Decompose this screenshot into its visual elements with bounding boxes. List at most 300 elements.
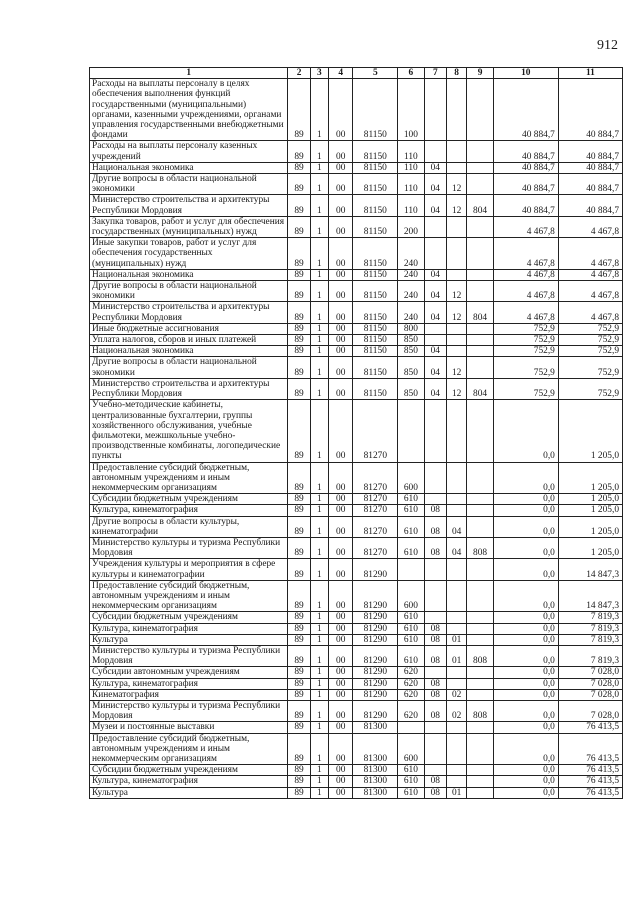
- column-header: 11: [558, 68, 622, 79]
- row-ministry-code: [467, 634, 493, 645]
- row-subsection: 12: [446, 174, 466, 195]
- row-expense-type: 850: [398, 378, 424, 399]
- row-expense-type: 610: [398, 787, 424, 798]
- row-name: Другие вопросы в области национальной экономики: [90, 357, 288, 378]
- row-expense-type: 600: [398, 733, 424, 765]
- table-row: [90, 378, 623, 399]
- row-name: Иные бюджетные ассигнования: [90, 323, 288, 334]
- row-code-2: 89: [288, 505, 310, 516]
- row-target-code: 81290: [353, 612, 398, 623]
- row-code-3: 1: [310, 722, 328, 733]
- row-value-11: 752,9: [558, 357, 622, 378]
- row-code-4: 00: [329, 733, 353, 765]
- row-name: Культура, кинематография: [90, 776, 288, 787]
- row-ministry-code: 804: [467, 195, 493, 216]
- row-code-3: 1: [310, 174, 328, 195]
- row-code-2: 89: [288, 765, 310, 776]
- row-section: 08: [424, 689, 446, 700]
- row-code-4: 00: [329, 323, 353, 334]
- row-target-code: 81150: [353, 269, 398, 280]
- row-ministry-code: [467, 494, 493, 505]
- table-row: [90, 700, 623, 721]
- table-row: [90, 765, 623, 776]
- row-ministry-code: [467, 216, 493, 237]
- row-code-2: 89: [288, 722, 310, 733]
- row-code-3: 1: [310, 580, 328, 612]
- row-code-3: 1: [310, 645, 328, 666]
- row-name: Другие вопросы в области национальной экономики: [90, 174, 288, 195]
- row-subsection: 02: [446, 700, 466, 721]
- row-code-3: 1: [310, 559, 328, 580]
- row-target-code: 81150: [353, 323, 398, 334]
- row-code-2: 89: [288, 700, 310, 721]
- table-row: [90, 462, 623, 494]
- row-target-code: 81150: [353, 378, 398, 399]
- row-name: Другие вопросы в области культуры, кинематографии: [90, 516, 288, 537]
- row-code-2: 89: [288, 216, 310, 237]
- row-name: Предоставление субсидий бюджетным, автономным учреждениям и иным некоммерческим организациям: [90, 462, 288, 494]
- row-target-code: 81150: [353, 162, 398, 173]
- row-target-code: 81290: [353, 645, 398, 666]
- row-code-4: 00: [329, 400, 353, 462]
- row-name: Культура: [90, 634, 288, 645]
- row-value-10: 40 884,7: [493, 162, 558, 173]
- row-value-10: 0,0: [493, 462, 558, 494]
- row-expense-type: 600: [398, 462, 424, 494]
- row-section: [424, 141, 446, 162]
- row-name: Министерство строительства и архитектуры Республики Мордовия: [90, 378, 288, 399]
- row-code-3: 1: [310, 238, 328, 270]
- column-header: 2: [288, 68, 310, 79]
- row-ministry-code: 808: [467, 537, 493, 558]
- row-value-11: 76 413,5: [558, 787, 622, 798]
- row-expense-type: 610: [398, 634, 424, 645]
- row-code-3: 1: [310, 787, 328, 798]
- page-number: 912: [597, 38, 618, 53]
- row-code-2: 89: [288, 787, 310, 798]
- row-value-10: 0,0: [493, 623, 558, 634]
- row-code-2: 89: [288, 378, 310, 399]
- row-expense-type: 110: [398, 174, 424, 195]
- row-section: 08: [424, 776, 446, 787]
- row-expense-type: 620: [398, 700, 424, 721]
- row-name: Закупка товаров, работ и услуг для обеспечения государственных (муниципальных) нужд: [90, 216, 288, 237]
- row-value-10: 0,0: [493, 722, 558, 733]
- column-header: 7: [424, 68, 446, 79]
- row-value-10: 40 884,7: [493, 174, 558, 195]
- row-value-11: 7 028,0: [558, 678, 622, 689]
- row-code-4: 00: [329, 238, 353, 270]
- row-expense-type: 610: [398, 645, 424, 666]
- row-code-2: 89: [288, 400, 310, 462]
- row-code-4: 00: [329, 462, 353, 494]
- row-section: [424, 400, 446, 462]
- row-code-3: 1: [310, 733, 328, 765]
- row-code-3: 1: [310, 700, 328, 721]
- row-code-2: 89: [288, 462, 310, 494]
- row-code-4: 00: [329, 174, 353, 195]
- row-name: Другие вопросы в области национальной экономики: [90, 281, 288, 302]
- row-section: 04: [424, 281, 446, 302]
- row-ministry-code: [467, 323, 493, 334]
- row-expense-type: [398, 400, 424, 462]
- row-value-10: 0,0: [493, 689, 558, 700]
- row-value-10: 0,0: [493, 678, 558, 689]
- row-subsection: [446, 335, 466, 346]
- row-code-4: 00: [329, 689, 353, 700]
- row-ministry-code: [467, 238, 493, 270]
- row-target-code: 81290: [353, 634, 398, 645]
- table-row: [90, 612, 623, 623]
- row-ministry-code: [467, 667, 493, 678]
- row-subsection: [446, 494, 466, 505]
- row-target-code: 81150: [353, 238, 398, 270]
- header-row: [90, 68, 623, 79]
- row-value-10: 0,0: [493, 733, 558, 765]
- row-name: Культура, кинематография: [90, 678, 288, 689]
- row-section: [424, 612, 446, 623]
- row-section: 04: [424, 174, 446, 195]
- row-section: [424, 238, 446, 270]
- table-row: [90, 678, 623, 689]
- table-row: [90, 79, 623, 141]
- row-value-11: 40 884,7: [558, 195, 622, 216]
- row-ministry-code: [467, 722, 493, 733]
- row-expense-type: 610: [398, 776, 424, 787]
- row-code-2: 89: [288, 733, 310, 765]
- row-code-3: 1: [310, 689, 328, 700]
- row-expense-type: 240: [398, 302, 424, 323]
- row-code-3: 1: [310, 678, 328, 689]
- row-code-3: 1: [310, 667, 328, 678]
- row-ministry-code: [467, 765, 493, 776]
- row-ministry-code: [467, 516, 493, 537]
- row-code-3: 1: [310, 302, 328, 323]
- row-value-11: 1 205,0: [558, 505, 622, 516]
- row-code-3: 1: [310, 623, 328, 634]
- row-value-11: 7 819,3: [558, 634, 622, 645]
- row-code-2: 89: [288, 689, 310, 700]
- row-code-3: 1: [310, 335, 328, 346]
- row-name: Министерство строительства и архитектуры Республики Мордовия: [90, 302, 288, 323]
- row-value-10: 4 467,8: [493, 238, 558, 270]
- row-code-3: 1: [310, 216, 328, 237]
- row-value-11: 76 413,5: [558, 722, 622, 733]
- row-section: 04: [424, 302, 446, 323]
- row-ministry-code: [467, 400, 493, 462]
- row-subsection: 12: [446, 378, 466, 399]
- row-value-10: 0,0: [493, 787, 558, 798]
- row-code-2: 89: [288, 678, 310, 689]
- row-section: [424, 559, 446, 580]
- row-target-code: 81290: [353, 559, 398, 580]
- row-value-11: 752,9: [558, 335, 622, 346]
- row-code-3: 1: [310, 462, 328, 494]
- row-code-4: 00: [329, 623, 353, 634]
- row-code-4: 00: [329, 216, 353, 237]
- row-name: Расходы на выплаты персоналу казенных учреждений: [90, 141, 288, 162]
- row-code-4: 00: [329, 378, 353, 399]
- row-expense-type: 110: [398, 141, 424, 162]
- row-value-10: 752,9: [493, 357, 558, 378]
- table-row: [90, 689, 623, 700]
- row-target-code: 81300: [353, 787, 398, 798]
- row-subsection: [446, 580, 466, 612]
- row-name: Министерство культуры и туризма Республики Мордовия: [90, 645, 288, 666]
- row-expense-type: 110: [398, 195, 424, 216]
- table-row: [90, 623, 623, 634]
- row-target-code: 81290: [353, 623, 398, 634]
- row-expense-type: 610: [398, 537, 424, 558]
- row-target-code: 81270: [353, 537, 398, 558]
- row-subsection: 12: [446, 302, 466, 323]
- row-expense-type: 610: [398, 765, 424, 776]
- row-value-11: 1 205,0: [558, 400, 622, 462]
- row-value-10: 0,0: [493, 776, 558, 787]
- row-section: [424, 765, 446, 776]
- row-subsection: [446, 346, 466, 357]
- row-code-4: 00: [329, 505, 353, 516]
- row-target-code: 81150: [353, 346, 398, 357]
- row-code-4: 00: [329, 141, 353, 162]
- row-ministry-code: [467, 79, 493, 141]
- row-code-3: 1: [310, 346, 328, 357]
- row-target-code: 81290: [353, 689, 398, 700]
- row-section: 08: [424, 787, 446, 798]
- row-target-code: 81300: [353, 733, 398, 765]
- row-value-11: 14 847,3: [558, 580, 622, 612]
- row-subsection: 01: [446, 645, 466, 666]
- row-code-2: 89: [288, 667, 310, 678]
- row-code-2: 89: [288, 174, 310, 195]
- table-row: [90, 580, 623, 612]
- row-subsection: 04: [446, 516, 466, 537]
- row-expense-type: 200: [398, 216, 424, 237]
- row-code-2: 89: [288, 634, 310, 645]
- row-subsection: [446, 323, 466, 334]
- table-row: [90, 776, 623, 787]
- row-code-2: 89: [288, 645, 310, 666]
- row-ministry-code: [467, 162, 493, 173]
- row-code-4: 00: [329, 776, 353, 787]
- row-ministry-code: [467, 678, 493, 689]
- row-value-11: 4 467,8: [558, 302, 622, 323]
- table-row: [90, 141, 623, 162]
- row-expense-type: 620: [398, 689, 424, 700]
- row-code-3: 1: [310, 378, 328, 399]
- row-value-10: 0,0: [493, 516, 558, 537]
- row-code-3: 1: [310, 281, 328, 302]
- row-subsection: 12: [446, 357, 466, 378]
- row-code-3: 1: [310, 505, 328, 516]
- row-code-4: 00: [329, 700, 353, 721]
- row-code-4: 00: [329, 346, 353, 357]
- column-header: 10: [493, 68, 558, 79]
- budget-table: [89, 67, 623, 799]
- row-value-10: 40 884,7: [493, 195, 558, 216]
- row-value-10: 4 467,8: [493, 216, 558, 237]
- row-code-2: 89: [288, 162, 310, 173]
- row-code-4: 00: [329, 494, 353, 505]
- row-code-2: 89: [288, 323, 310, 334]
- row-expense-type: 850: [398, 357, 424, 378]
- row-code-4: 00: [329, 537, 353, 558]
- row-expense-type: 610: [398, 505, 424, 516]
- row-value-10: 0,0: [493, 494, 558, 505]
- row-value-11: 1 205,0: [558, 537, 622, 558]
- row-code-4: 00: [329, 162, 353, 173]
- row-section: 08: [424, 700, 446, 721]
- row-ministry-code: [467, 335, 493, 346]
- row-code-4: 00: [329, 612, 353, 623]
- row-section: 08: [424, 537, 446, 558]
- row-code-3: 1: [310, 195, 328, 216]
- row-section: [424, 216, 446, 237]
- row-code-3: 1: [310, 765, 328, 776]
- table-row: [90, 537, 623, 558]
- row-subsection: [446, 667, 466, 678]
- table-row: [90, 667, 623, 678]
- row-target-code: 81300: [353, 722, 398, 733]
- row-code-3: 1: [310, 612, 328, 623]
- row-target-code: 81290: [353, 700, 398, 721]
- row-value-11: 40 884,7: [558, 79, 622, 141]
- row-section: 08: [424, 623, 446, 634]
- row-section: 04: [424, 357, 446, 378]
- column-header: 5: [353, 68, 398, 79]
- row-value-11: 4 467,8: [558, 216, 622, 237]
- row-value-10: 752,9: [493, 346, 558, 357]
- row-value-10: 4 467,8: [493, 281, 558, 302]
- row-value-11: 4 467,8: [558, 238, 622, 270]
- row-section: [424, 335, 446, 346]
- row-target-code: 81270: [353, 400, 398, 462]
- row-code-4: 00: [329, 302, 353, 323]
- row-value-10: 4 467,8: [493, 302, 558, 323]
- row-section: 04: [424, 195, 446, 216]
- row-section: [424, 667, 446, 678]
- row-target-code: 81270: [353, 494, 398, 505]
- row-value-11: 40 884,7: [558, 174, 622, 195]
- row-target-code: 81270: [353, 505, 398, 516]
- row-name: Учреждения культуры и мероприятия в сфере культуры и кинематографии: [90, 559, 288, 580]
- table-row: [90, 733, 623, 765]
- row-name: Субсидии бюджетным учреждениям: [90, 765, 288, 776]
- row-code-2: 89: [288, 776, 310, 787]
- row-code-2: 89: [288, 195, 310, 216]
- row-code-2: 89: [288, 612, 310, 623]
- row-section: 08: [424, 516, 446, 537]
- row-subsection: [446, 400, 466, 462]
- table-row: [90, 400, 623, 462]
- row-name: Министерство строительства и архитектуры Республики Мордовия: [90, 195, 288, 216]
- row-subsection: [446, 238, 466, 270]
- row-code-4: 00: [329, 516, 353, 537]
- row-ministry-code: 804: [467, 302, 493, 323]
- row-ministry-code: [467, 612, 493, 623]
- row-code-3: 1: [310, 634, 328, 645]
- row-section: 04: [424, 269, 446, 280]
- row-ministry-code: 808: [467, 700, 493, 721]
- row-expense-type: 610: [398, 494, 424, 505]
- table-row: [90, 645, 623, 666]
- row-ministry-code: [467, 269, 493, 280]
- row-subsection: [446, 623, 466, 634]
- column-header: 4: [329, 68, 353, 79]
- row-ministry-code: [467, 281, 493, 302]
- table-row: [90, 195, 623, 216]
- row-name: Уплата налогов, сборов и иных платежей: [90, 335, 288, 346]
- row-ministry-code: [467, 346, 493, 357]
- row-subsection: [446, 678, 466, 689]
- row-value-11: 7 028,0: [558, 689, 622, 700]
- table-row: [90, 346, 623, 357]
- row-ministry-code: [467, 462, 493, 494]
- row-code-2: 89: [288, 335, 310, 346]
- row-ministry-code: [467, 174, 493, 195]
- row-ministry-code: [467, 559, 493, 580]
- row-value-10: 0,0: [493, 667, 558, 678]
- row-code-4: 00: [329, 722, 353, 733]
- row-name: Министерство культуры и туризма Республики Мордовия: [90, 537, 288, 558]
- row-code-2: 89: [288, 141, 310, 162]
- row-subsection: [446, 776, 466, 787]
- row-ministry-code: 804: [467, 378, 493, 399]
- table-row: [90, 722, 623, 733]
- row-value-11: 76 413,5: [558, 776, 622, 787]
- row-expense-type: 600: [398, 580, 424, 612]
- row-code-4: 00: [329, 335, 353, 346]
- row-value-11: 7 819,3: [558, 645, 622, 666]
- row-target-code: 81150: [353, 174, 398, 195]
- row-name: Предоставление субсидий бюджетным, автономным учреждениям и иным некоммерческим организациям: [90, 733, 288, 765]
- row-value-10: 4 467,8: [493, 269, 558, 280]
- row-section: 08: [424, 634, 446, 645]
- row-subsection: [446, 269, 466, 280]
- table-row: [90, 634, 623, 645]
- row-code-3: 1: [310, 516, 328, 537]
- row-value-11: 40 884,7: [558, 162, 622, 173]
- row-subsection: 01: [446, 787, 466, 798]
- row-ministry-code: [467, 776, 493, 787]
- column-header: 6: [398, 68, 424, 79]
- row-subsection: [446, 79, 466, 141]
- row-subsection: [446, 141, 466, 162]
- row-subsection: [446, 462, 466, 494]
- row-section: [424, 733, 446, 765]
- table-row: [90, 162, 623, 173]
- row-code-2: 89: [288, 623, 310, 634]
- row-subsection: [446, 612, 466, 623]
- row-target-code: 81300: [353, 776, 398, 787]
- row-value-11: 1 205,0: [558, 516, 622, 537]
- row-expense-type: 610: [398, 516, 424, 537]
- column-header: 1: [90, 68, 288, 79]
- row-value-11: 7 819,3: [558, 623, 622, 634]
- row-subsection: 12: [446, 281, 466, 302]
- row-name: Субсидии бюджетным учреждениям: [90, 612, 288, 623]
- row-value-11: 752,9: [558, 378, 622, 399]
- row-expense-type: 110: [398, 162, 424, 173]
- row-name: Национальная экономика: [90, 269, 288, 280]
- row-expense-type: 850: [398, 346, 424, 357]
- row-expense-type: 240: [398, 281, 424, 302]
- row-subsection: 12: [446, 195, 466, 216]
- row-code-4: 00: [329, 281, 353, 302]
- row-code-4: 00: [329, 634, 353, 645]
- row-target-code: 81290: [353, 667, 398, 678]
- row-value-11: 752,9: [558, 323, 622, 334]
